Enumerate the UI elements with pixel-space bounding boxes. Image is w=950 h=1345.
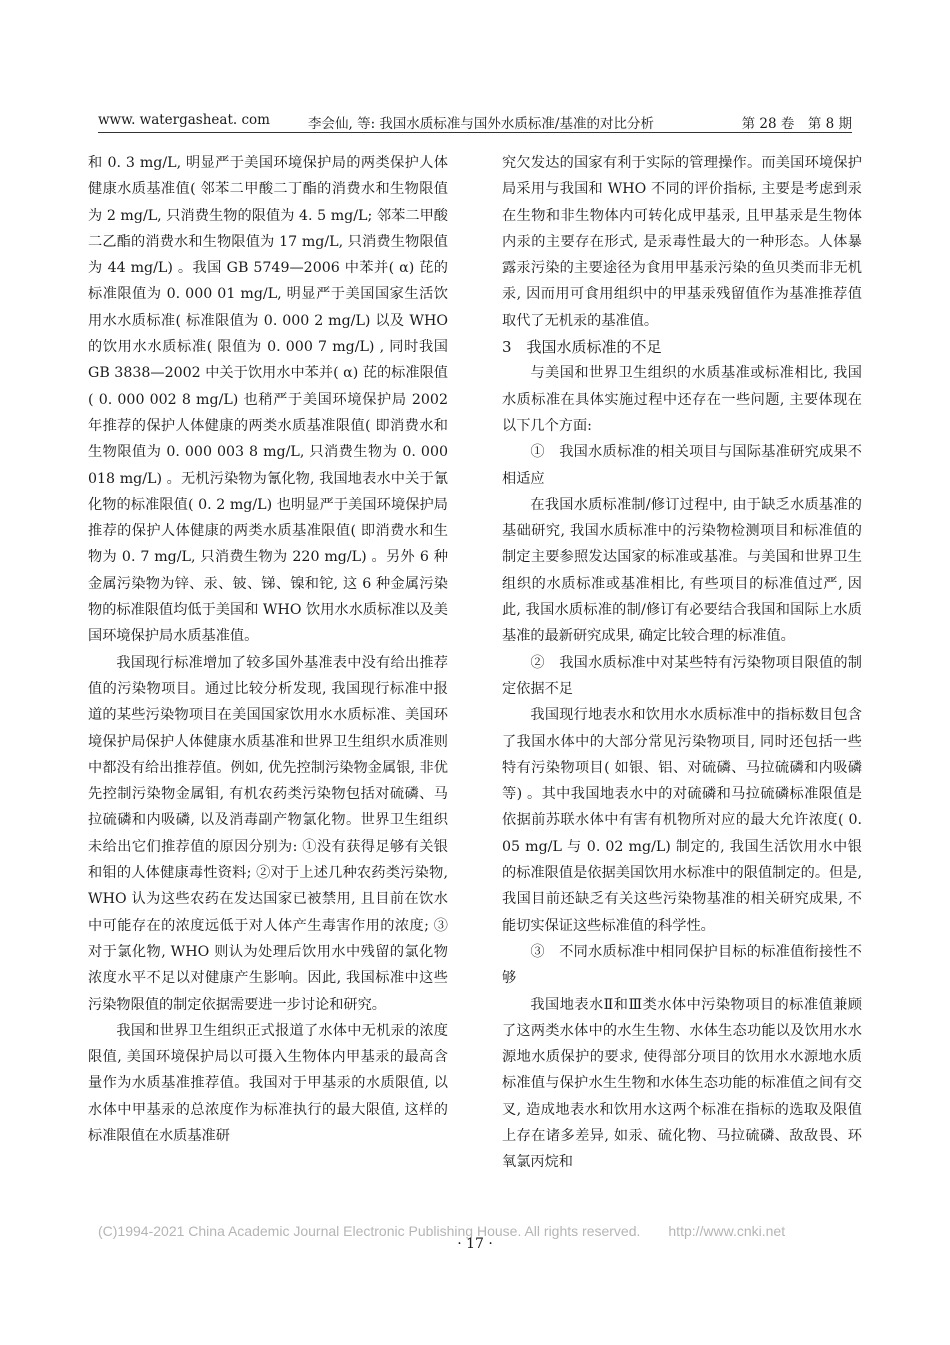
paragraph: 与美国和世界卫生组织的水质基准或标准相比, 我国水质标准在具体实施过程中还存在一些问题, 主要体现在以下几个方面:	[502, 365, 862, 434]
section-heading: 3 我国水质标准的不足	[502, 338, 662, 357]
subheading: ③ 不同水质标准中相同保护目标的标准值衔接性不够	[502, 943, 862, 987]
subheading: ① 我国水质标准的相关项目与国际基准研究成果不相适应	[502, 444, 862, 487]
article-running-title: 李会仙, 等: 我国水质标准与国外水质标准/基准的对比分析	[308, 116, 654, 132]
paragraph: 我国现行地表水和饮用水水质标准中的指标数目包含了我国水体中的大部分常见污染物项目, 同时还包括一些特有污染物项目( 如银、铝、对硫磷、马拉硫磷和内吸磷等) 。其中我国地表水中的对硫磷和马拉硫磷标准限值是依据前苏联水体中有害有机物所对应的最大允许浓度( 0. 05 mg/L 与 0. 02 mg/L) 制定的, 我国生活饮用水中银的标准限值是依据美国饮用水标准中的限值制定的。但是, 我国目前还缺乏有关这些污染物基准的相关研究成果, 不能切实保证这些标准值的科学性。	[502, 707, 862, 934]
subheading: ② 我国水质标准中对某些特有污染物项目限值的制定依据不足	[502, 654, 862, 697]
paragraph: 我国和世界卫生组织正式报道了水体中无机汞的浓度限值, 美国环境保护局以可摄入生物体内甲基汞的最高含量作为水质基准推荐值。我国对于甲基汞的水质限值, 以水体中甲基汞的总浓度作为标准执行的最大限值, 这样的标准限值在水质基准研	[88, 1022, 448, 1144]
running-header	[98, 110, 852, 133]
volume-issue: 第 28 卷 第 8 期	[741, 116, 852, 132]
paragraph: 和 0. 3 mg/L, 明显严于美国环境保护局的两类保护人体健康水质基准值( 邻苯二甲酸二丁酯的消费水和生物限值为 2 mg/L, 只消费生物的限值为 4. 5 mg/L; 邻苯二甲酸二乙酯的消费水和生物限值为 17 mg/L, 只消费生物限值为 44 mg/L) 。我国 GB 5749—2006 中苯并( α) 芘的标准限值为 0. 000 01 mg/L, 明显严于美国国家生活饮用水水质标准( 标准限值为 0. 000 2 mg/L) 以及 WHO 的饮用水水质标准( 限值为 0. 000 7 mg/L) , 同时我国 GB 3838—2002 中关于饮用水中苯并( α) 芘的标准限值( 0. 000 002 8 mg/L) 也稍严于美国环境保护局 2002 年推荐的保护人体健康的两类水质基准限值( 即消费水和生物限值为 0. 000 003 8 mg/L, 只消费生物为 0. 000 018 mg/L) 。无机污染物为氰化物, 我国地表水中关于氰化物的标准限值( 0. 2 mg/L) 也明显严于美国环境保护局推荐的保护人体健康的两类水质基准限值( 即消费水和生物为 0. 7 mg/L, 只消费生物为 220 mg/L) 。另外 6 种金属污染物为锌、汞、铍、锑、镍和铊, 这 6 种金属污染物的标准限值均低于美国和 WHO 饮用水水质标准以及美国环境保护局水质基准值。	[88, 155, 448, 645]
paragraph: 我国地表水Ⅱ和Ⅲ类水体中污染物项目的标准值兼顾了这两类水体中的水生生物、水体生态功能以及饮用水水源地水质保护的要求, 使得部分项目的饮用水水源地水质标准值与保护水生生物和水体生态功能的标准值之间有交叉, 造成地表水和饮用水这两个标准在指标的选取及限值上存在诸多差异, 如汞、硫化物、马拉硫磷、敌敌畏、环氧氯丙烷和	[502, 996, 862, 1171]
page-number: · 17 ·	[457, 1236, 493, 1252]
right-column	[502, 150, 862, 1176]
journal-website: www. watergasheat. com	[98, 112, 270, 128]
paragraph: 究欠发达的国家有利于实际的管理操作。而美国环境保护局采用与我国和 WHO 不同的评价指标, 主要是考虑到汞在生物和非生物体内可转化成甲基汞, 且甲基汞是生物体内汞的主要存在形式, 是汞毒性最大的一种形态。人体暴露汞污染的主要途径为食用甲基汞污染的鱼贝类而非无机汞, 因而用可食用组织中的甲基汞残留值作为基准推荐值取代了无机汞的基准值。	[502, 155, 862, 329]
paragraph: 在我国水质标准制/修订过程中, 由于缺乏水质基准的基础研究, 我国水质标准中的污染物检测项目和标准值的制定主要参照发达国家的标准或基准。与美国和世界卫生组织的水质标准或基准相比, 有些项目的标准值过严, 因此, 我国水质标准的制/修订有必要结合我国和国际上水质基准的最新研究成果, 确定比较合理的标准值。	[502, 496, 862, 645]
copyright-watermark: (C)1994-2021 China Academic Journal Electronic Publishing House. All rights reserved. http://www.cnki.net	[98, 1223, 786, 1239]
paragraph: 我国现行标准增加了较多国外基准表中没有给出推荐值的污染物项目。通过比较分析发现, 我国现行标准中报道的某些污染物项目在美国国家饮用水水质标准、美国环境保护局保护人体健康水质基准和世界卫生组织水质准则中都没有给出推荐值。例如, 优先控制污染物金属银, 非优先控制污染物金属钼, 有机农药类污染物包括对硫磷、马拉硫磷和内吸磷, 以及消毒副产物氯化物。世界卫生组织未给出它们推荐值的原因分别为: ①没有获得足够有关银和钼的人体健康毒性资料; ②对于上述几种农药类污染物, WHO 认为这些农药在发达国家已被禁用, 且目前在饮水中可能存在的浓度远低于对人体产生毒害作用的浓度; ③对于氯化物, WHO 则认为处理后饮用水中残留的氯化物浓度水平不足以对健康产生影响。因此, 我国标准中这些污染物限值的制定依据需要进一步讨论和研究。	[88, 654, 448, 1013]
left-column	[88, 150, 448, 1149]
